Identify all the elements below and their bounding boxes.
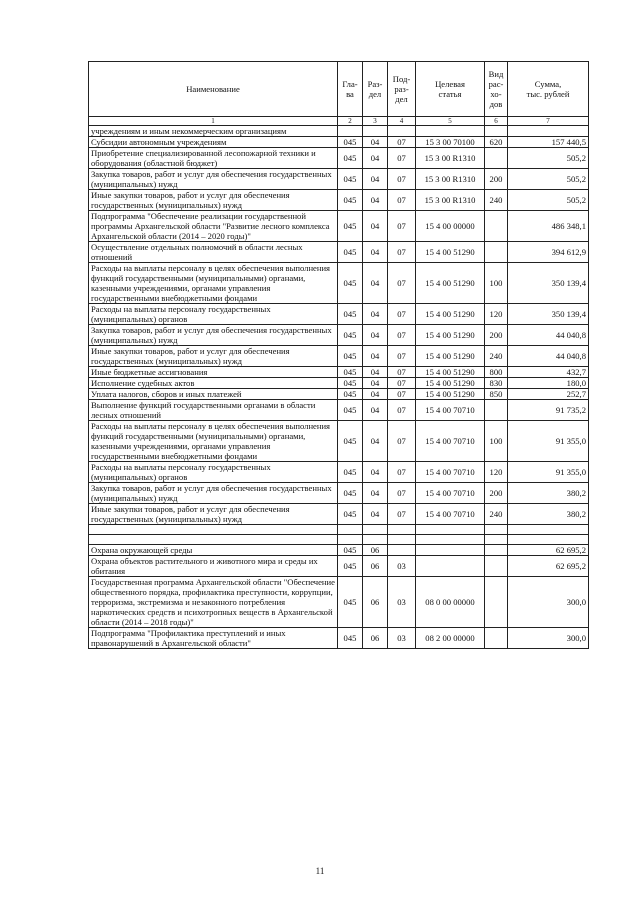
expense-type-code xyxy=(485,242,508,263)
target-article-code xyxy=(416,126,485,137)
sum-value: 505,2 xyxy=(508,148,589,169)
sum-value: 157 440,5 xyxy=(508,137,589,148)
sum-value: 180,0 xyxy=(508,378,589,389)
header-name: Наименование xyxy=(89,62,338,117)
subsection-code: 07 xyxy=(388,483,416,504)
page-number: 11 xyxy=(315,866,325,876)
target-article-code xyxy=(416,525,485,535)
section-code: 04 xyxy=(363,389,388,400)
section-code: 04 xyxy=(363,462,388,483)
column-number: 3 xyxy=(363,117,388,126)
expense-type-code xyxy=(485,535,508,545)
row-name xyxy=(89,535,338,545)
target-article-code: 15 4 00 51290 xyxy=(416,325,485,346)
subsection-code: 07 xyxy=(388,421,416,462)
target-article-code: 15 3 00 R1310 xyxy=(416,148,485,169)
row-name: Иные закупки товаров, работ и услуг для обеспечения государственных (муниципальных) нужд xyxy=(89,346,338,367)
section-code: 06 xyxy=(363,545,388,556)
section-code xyxy=(363,535,388,545)
chapter-code xyxy=(338,126,363,137)
row-name xyxy=(89,525,338,535)
expense-type-code: 240 xyxy=(485,504,508,525)
subsection-code: 07 xyxy=(388,389,416,400)
expense-type-code xyxy=(485,556,508,577)
chapter-code: 045 xyxy=(338,304,363,325)
table-row xyxy=(89,556,589,577)
expense-type-code xyxy=(485,126,508,137)
expense-type-code: 200 xyxy=(485,483,508,504)
section-code: 04 xyxy=(363,483,388,504)
section-code: 04 xyxy=(363,421,388,462)
target-article-code: 15 4 00 70710 xyxy=(416,421,485,462)
target-article-code: 15 4 00 51290 xyxy=(416,367,485,378)
chapter-code: 045 xyxy=(338,346,363,367)
chapter-code: 045 xyxy=(338,211,363,242)
expense-type-code xyxy=(485,545,508,556)
table-row xyxy=(89,483,589,504)
target-article-code xyxy=(416,556,485,577)
chapter-code: 045 xyxy=(338,325,363,346)
row-name: Охрана объектов растительного и животного мира и среды их обитания xyxy=(89,556,338,577)
section-code: 04 xyxy=(363,190,388,211)
section-code xyxy=(363,525,388,535)
target-article-code: 15 3 00 R1310 xyxy=(416,190,485,211)
row-name: учреждениям и иным некоммерческим организациям xyxy=(89,126,338,137)
row-name: Исполнение судебных актов xyxy=(89,378,338,389)
chapter-code: 045 xyxy=(338,400,363,421)
row-name: Государственная программа Архангельской области "Обеспечение общественного порядка, профилактика преступности, коррупции, терроризма, экстремизма и незаконного потребления наркотических средств и психотропных веществ в Архангельской области (2014 – 2018 годы)" xyxy=(89,577,338,628)
column-number: 5 xyxy=(416,117,485,126)
expense-type-code xyxy=(485,148,508,169)
row-name: Закупка товаров, работ и услуг для обеспечения государственных (муниципальных) нужд xyxy=(89,169,338,190)
section-code: 04 xyxy=(363,169,388,190)
row-name: Осуществление отдельных полномочий в области лесных отношений xyxy=(89,242,338,263)
expense-type-code: 120 xyxy=(485,462,508,483)
sum-value: 380,2 xyxy=(508,483,589,504)
table-row xyxy=(89,504,589,525)
subsection-code: 07 xyxy=(388,304,416,325)
target-article-code: 08 0 00 00000 xyxy=(416,577,485,628)
expense-type-code xyxy=(485,628,508,649)
chapter-code: 045 xyxy=(338,556,363,577)
subsection-code: 03 xyxy=(388,577,416,628)
target-article-code: 15 4 00 70710 xyxy=(416,504,485,525)
table-row xyxy=(89,525,589,535)
target-article-code: 15 4 00 70710 xyxy=(416,400,485,421)
section-code: 06 xyxy=(363,628,388,649)
chapter-code xyxy=(338,525,363,535)
subsection-code: 07 xyxy=(388,504,416,525)
row-name: Охрана окружающей среды xyxy=(89,545,338,556)
table-row xyxy=(89,190,589,211)
table-row xyxy=(89,421,589,462)
expense-type-code: 240 xyxy=(485,190,508,211)
expense-type-code: 800 xyxy=(485,367,508,378)
header-target-article: Целевая статья xyxy=(416,62,485,117)
column-number: 2 xyxy=(338,117,363,126)
column-number: 1 xyxy=(89,117,338,126)
column-number: 7 xyxy=(508,117,589,126)
table-row xyxy=(89,169,589,190)
chapter-code: 045 xyxy=(338,263,363,304)
chapter-code: 045 xyxy=(338,545,363,556)
table-row xyxy=(89,400,589,421)
row-name: Выполнение функций государственными органами в области лесных отношений xyxy=(89,400,338,421)
table-row xyxy=(89,304,589,325)
subsection-code xyxy=(388,525,416,535)
table-row xyxy=(89,367,589,378)
subsection-code xyxy=(388,126,416,137)
header-expense-type: Вид рас- хо- дов xyxy=(485,62,508,117)
row-name: Уплата налогов, сборов и иных платежей xyxy=(89,389,338,400)
sum-value: 380,2 xyxy=(508,504,589,525)
chapter-code: 045 xyxy=(338,137,363,148)
subsection-code: 07 xyxy=(388,242,416,263)
sum-value: 300,0 xyxy=(508,577,589,628)
table-row xyxy=(89,378,589,389)
table-body xyxy=(89,126,589,649)
sum-value xyxy=(508,525,589,535)
column-number-row xyxy=(89,117,589,126)
subsection-code: 07 xyxy=(388,190,416,211)
sum-value: 394 612,9 xyxy=(508,242,589,263)
subsection-code: 07 xyxy=(388,263,416,304)
section-code: 04 xyxy=(363,378,388,389)
expense-type-code: 620 xyxy=(485,137,508,148)
row-name: Закупка товаров, работ и услуг для обеспечения государственных (муниципальных) нужд xyxy=(89,483,338,504)
table-row xyxy=(89,325,589,346)
target-article-code: 15 3 00 R1310 xyxy=(416,169,485,190)
row-name: Подпрограмма "Обеспечение реализации государственной программы Архангельской области "Развитие лесного комплекса Архангельской области (2014 – 2020 годы)" xyxy=(89,211,338,242)
section-code: 04 xyxy=(363,304,388,325)
target-article-code: 15 4 00 51290 xyxy=(416,346,485,367)
section-code: 04 xyxy=(363,137,388,148)
row-name: Подпрограмма "Профилактика преступлений и иных правонарушений в Архангельской области" xyxy=(89,628,338,649)
subsection-code: 03 xyxy=(388,628,416,649)
header-section: Раз- дел xyxy=(363,62,388,117)
section-code: 04 xyxy=(363,211,388,242)
sum-value xyxy=(508,535,589,545)
subsection-code xyxy=(388,545,416,556)
section-code: 04 xyxy=(363,148,388,169)
section-code: 04 xyxy=(363,325,388,346)
expense-type-code xyxy=(485,525,508,535)
chapter-code: 045 xyxy=(338,378,363,389)
column-number: 6 xyxy=(485,117,508,126)
row-name: Приобретение специализированной лесопожарной техники и оборудования (областной бюджет) xyxy=(89,148,338,169)
sum-value: 432,7 xyxy=(508,367,589,378)
sum-value: 350 139,4 xyxy=(508,304,589,325)
subsection-code: 07 xyxy=(388,346,416,367)
expense-type-code xyxy=(485,211,508,242)
sum-value: 91 735,2 xyxy=(508,400,589,421)
table-row xyxy=(89,462,589,483)
expense-type-code: 830 xyxy=(485,378,508,389)
expense-type-code: 120 xyxy=(485,304,508,325)
chapter-code: 045 xyxy=(338,628,363,649)
row-name: Закупка товаров, работ и услуг для обеспечения государственных (муниципальных) нужд xyxy=(89,325,338,346)
expense-type-code: 100 xyxy=(485,263,508,304)
header-subsection: Под- раз- дел xyxy=(388,62,416,117)
subsection-code: 07 xyxy=(388,400,416,421)
chapter-code: 045 xyxy=(338,367,363,378)
chapter-code: 045 xyxy=(338,504,363,525)
chapter-code: 045 xyxy=(338,148,363,169)
table-row xyxy=(89,389,589,400)
sum-value: 505,2 xyxy=(508,169,589,190)
subsection-code xyxy=(388,535,416,545)
row-name: Расходы на выплаты персоналу государственных (муниципальных) органов xyxy=(89,462,338,483)
header-sum: Сумма, тыс. рублей xyxy=(508,62,589,117)
table-row xyxy=(89,263,589,304)
table-row xyxy=(89,577,589,628)
table-row xyxy=(89,148,589,169)
sum-value: 505,2 xyxy=(508,190,589,211)
section-code: 04 xyxy=(363,346,388,367)
table-row xyxy=(89,628,589,649)
sum-value xyxy=(508,126,589,137)
chapter-code: 045 xyxy=(338,421,363,462)
section-code: 04 xyxy=(363,263,388,304)
subsection-code: 07 xyxy=(388,462,416,483)
chapter-code xyxy=(338,535,363,545)
section-code: 04 xyxy=(363,504,388,525)
subsection-code: 07 xyxy=(388,148,416,169)
sum-value: 300,0 xyxy=(508,628,589,649)
row-name: Иные закупки товаров, работ и услуг для обеспечения государственных (муниципальных) нужд xyxy=(89,190,338,211)
row-name: Субсидии автономным учреждениям xyxy=(89,137,338,148)
row-name: Иные закупки товаров, работ и услуг для обеспечения государственных (муниципальных) нужд xyxy=(89,504,338,525)
target-article-code xyxy=(416,545,485,556)
subsection-code: 07 xyxy=(388,378,416,389)
target-article-code: 15 4 00 51290 xyxy=(416,389,485,400)
sum-value: 486 348,1 xyxy=(508,211,589,242)
sum-value: 91 355,0 xyxy=(508,462,589,483)
subsection-code: 07 xyxy=(388,137,416,148)
subsection-code: 07 xyxy=(388,211,416,242)
sum-value: 350 139,4 xyxy=(508,263,589,304)
target-article-code: 15 4 00 51290 xyxy=(416,242,485,263)
expense-type-code: 240 xyxy=(485,346,508,367)
target-article-code: 15 4 00 00000 xyxy=(416,211,485,242)
expense-type-code xyxy=(485,577,508,628)
table-row xyxy=(89,242,589,263)
expense-type-code: 850 xyxy=(485,389,508,400)
section-code: 04 xyxy=(363,400,388,421)
chapter-code: 045 xyxy=(338,169,363,190)
row-name: Расходы на выплаты персоналу государственных (муниципальных) органов xyxy=(89,304,338,325)
sum-value: 44 040,8 xyxy=(508,325,589,346)
sum-value: 44 040,8 xyxy=(508,346,589,367)
subsection-code: 03 xyxy=(388,556,416,577)
target-article-code: 15 4 00 51290 xyxy=(416,378,485,389)
sum-value: 62 695,2 xyxy=(508,545,589,556)
table-header xyxy=(89,62,589,126)
section-code: 06 xyxy=(363,556,388,577)
section-code: 04 xyxy=(363,242,388,263)
target-article-code: 15 4 00 51290 xyxy=(416,263,485,304)
subsection-code: 07 xyxy=(388,169,416,190)
chapter-code: 045 xyxy=(338,190,363,211)
section-code: 06 xyxy=(363,577,388,628)
sum-value: 91 355,0 xyxy=(508,421,589,462)
chapter-code: 045 xyxy=(338,389,363,400)
subsection-code: 07 xyxy=(388,325,416,346)
chapter-code: 045 xyxy=(338,577,363,628)
sum-value: 252,7 xyxy=(508,389,589,400)
table-row xyxy=(89,137,589,148)
table-row xyxy=(89,346,589,367)
table-row xyxy=(89,535,589,545)
section-code xyxy=(363,126,388,137)
target-article-code: 15 3 00 70100 xyxy=(416,137,485,148)
chapter-code: 045 xyxy=(338,462,363,483)
expense-type-code xyxy=(485,400,508,421)
section-code: 04 xyxy=(363,367,388,378)
expense-type-code: 200 xyxy=(485,169,508,190)
expense-type-code: 200 xyxy=(485,325,508,346)
expense-type-code: 100 xyxy=(485,421,508,462)
subsection-code: 07 xyxy=(388,367,416,378)
table-row xyxy=(89,211,589,242)
target-article-code: 15 4 00 70710 xyxy=(416,462,485,483)
column-number: 4 xyxy=(388,117,416,126)
target-article-code: 15 4 00 70710 xyxy=(416,483,485,504)
row-name: Расходы на выплаты персоналу в целях обеспечения выполнения функций государственными (муниципальными) органами, казенными учреждениями, органами управления государственными внебюджетными фондами xyxy=(89,421,338,462)
target-article-code xyxy=(416,535,485,545)
target-article-code: 08 2 00 00000 xyxy=(416,628,485,649)
chapter-code: 045 xyxy=(338,242,363,263)
budget-table xyxy=(88,61,589,649)
table-row xyxy=(89,545,589,556)
target-article-code: 15 4 00 51290 xyxy=(416,304,485,325)
table-row xyxy=(89,126,589,137)
row-name: Расходы на выплаты персоналу в целях обеспечения выполнения функций государственными (муниципальными) органами, казенными учреждениями, органами управления государственными внебюджетными фондами xyxy=(89,263,338,304)
chapter-code: 045 xyxy=(338,483,363,504)
header-chapter: Гла- ва xyxy=(338,62,363,117)
row-name: Иные бюджетные ассигнования xyxy=(89,367,338,378)
sum-value: 62 695,2 xyxy=(508,556,589,577)
